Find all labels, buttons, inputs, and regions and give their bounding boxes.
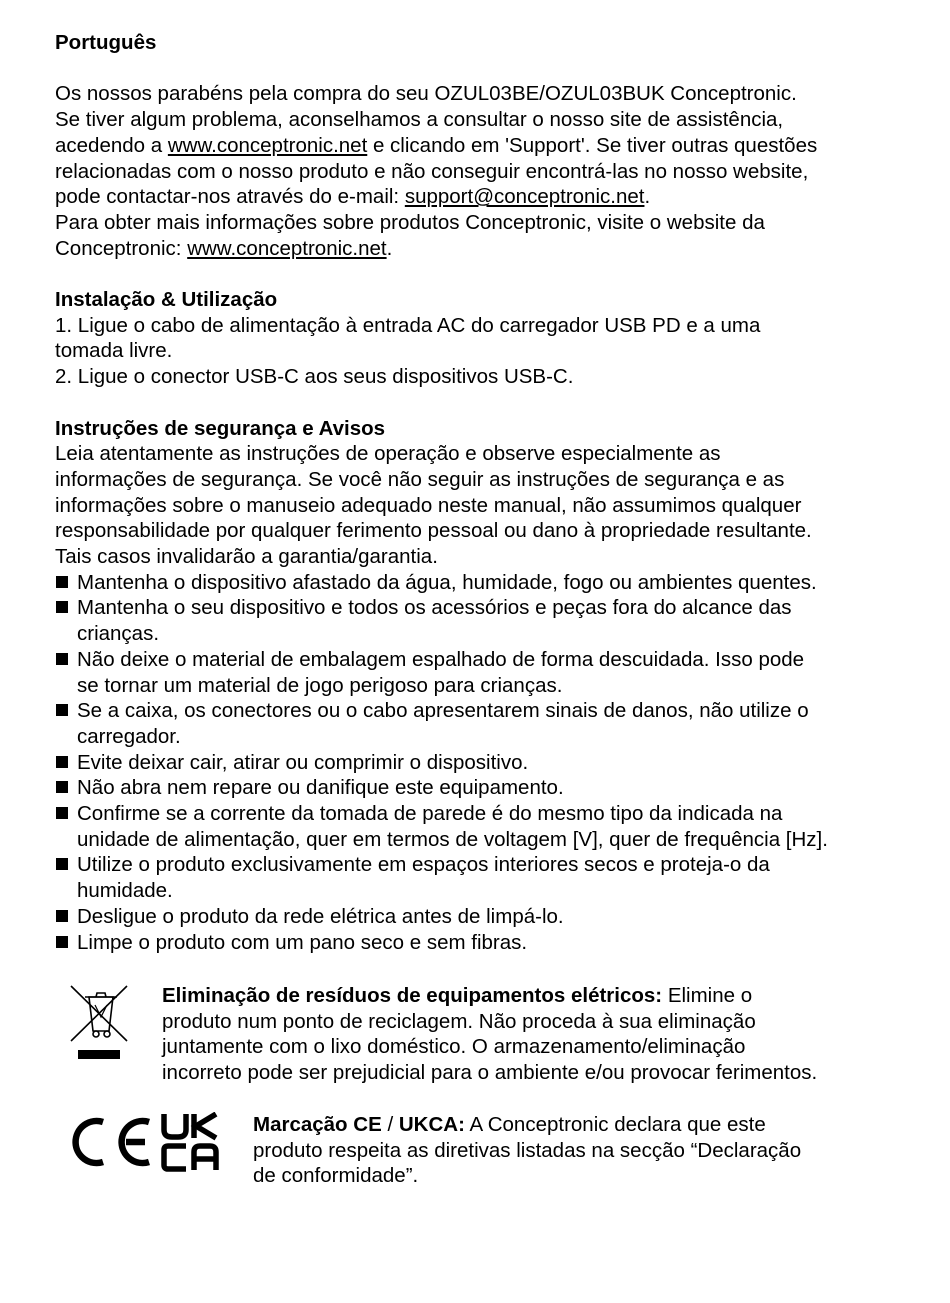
intro-line: relacionadas com o nosso produto e não conseguir encontrá-las no nosso website, <box>55 159 809 183</box>
bullet-square-icon <box>56 858 68 870</box>
safety-bullet <box>55 698 915 749</box>
intro-line: pode contactar-nos através do e-mail: support@conceptronic.net. <box>55 185 651 209</box>
install-section <box>55 287 915 390</box>
safety-bullet <box>55 930 915 956</box>
safety-bullet-line: Mantenha o seu dispositivo e todos os acessórios e peças fora do alcance das <box>77 596 792 620</box>
bullet-square-icon <box>56 910 68 922</box>
ce-title: Marcação CE <box>253 1113 382 1136</box>
install-step: tomada livre. <box>55 339 173 363</box>
intro-line: Conceptronic: www.conceptronic.net. <box>55 236 393 260</box>
safety-line: responsabilidade por qualquer ferimento pessoal ou dano à propriedade resultante. <box>55 519 812 543</box>
bullet-square-icon <box>56 807 68 819</box>
language-heading: Português <box>55 31 157 54</box>
document-page <box>55 30 915 1188</box>
disposal-text: Eliminação de resíduos de equipamentos elétricos: Elimine o produto num ponto de reciclagem. Não proceda à sua eliminação juntamente com o lixo doméstico. O armazenamento/eliminação incorreto pode ser prejudicial para o ambiente e/ou provocar ferimentos. <box>162 984 818 1085</box>
safety-heading: Instruções de segurança e Avisos <box>55 416 386 440</box>
safety-bullet-line: Evite deixar cair, atirar ou comprimir o dispositivo. <box>77 750 529 774</box>
safety-bullet-line: Desligue o produto da rede elétrica antes de limpá-lo. <box>77 904 564 928</box>
install-step: 1. Ligue o cabo de alimentação à entrada AC do carregador USB PD e a uma <box>55 313 761 337</box>
install-step: 2. Ligue o conector USB-C aos seus dispositivos USB-C. <box>55 365 574 389</box>
bullet-square-icon <box>56 781 68 793</box>
bullet-square-icon <box>56 576 68 588</box>
safety-bullet <box>55 647 915 698</box>
disposal-title: Eliminação de resíduos de equipamentos elétricos: <box>162 984 663 1007</box>
safety-line: informações sobre o manuseio adequado neste manual, não assumimos qualquer <box>55 493 802 517</box>
ce-section <box>55 1112 915 1222</box>
weee-crossed-bin-icon <box>69 983 129 1063</box>
disposal-section <box>55 983 915 1093</box>
safety-bullet-line: Não abra nem repare ou danifique este equipamento. <box>77 776 564 800</box>
support-email-link[interactable]: support@conceptronic.net <box>404 185 645 209</box>
safety-section <box>55 416 915 956</box>
ce-ukca-mark-icon <box>69 1112 239 1172</box>
safety-bullet <box>55 570 915 596</box>
safety-bullet-line: unidade de alimentação, quer em termos de voltagem [V], quer de frequência [Hz]. <box>77 827 828 851</box>
bullet-square-icon <box>56 601 68 613</box>
safety-bullet-line: Se a caixa, os conectores ou o cabo apresentarem sinais de danos, não utilize o <box>77 699 809 723</box>
safety-line: Tais casos invalidarão a garantia/garantia. <box>55 545 438 569</box>
safety-bullet-line: Não deixe o material de embalagem espalhado de forma descuidada. Isso pode <box>77 647 805 671</box>
safety-bullet <box>55 801 915 852</box>
website-link[interactable]: www.conceptronic.net <box>167 133 368 157</box>
ce-text: Marcação CE / UKCA: A Conceptronic declara que este produto respeita as diretivas listadas na secção “Declaração de conformidade”. <box>253 1113 802 1188</box>
safety-line: informações de segurança. Se você não seguir as instruções de segurança e as <box>55 467 785 491</box>
safety-bullet-line: Confirme se a corrente da tomada de parede é do mesmo tipo da indicada na <box>77 802 783 826</box>
intro-line: Para obter mais informações sobre produtos Conceptronic, visite o website da <box>55 210 765 234</box>
safety-bullet-line: se tornar um material de jogo perigoso para crianças. <box>77 673 563 697</box>
safety-bullet <box>55 595 915 646</box>
intro-line: acedendo a www.conceptronic.net e clicando em 'Support'. Se tiver outras questões <box>55 133 818 157</box>
safety-bullet-line: humidade. <box>77 879 173 903</box>
ukca-title: UKCA: <box>398 1113 465 1136</box>
intro-line: Se tiver algum problema, aconselhamos a consultar o nosso site de assistência, <box>55 108 784 132</box>
safety-bullet <box>55 904 915 930</box>
install-heading: Instalação & Utilização <box>55 288 278 311</box>
safety-line: Leia atentamente as instruções de operação e observe especialmente as <box>55 442 721 466</box>
bullet-square-icon <box>56 704 68 716</box>
safety-bullet-list <box>55 570 915 956</box>
safety-bullet-line: Mantenha o dispositivo afastado da água, humidade, fogo ou ambientes quentes. <box>77 570 817 594</box>
bullet-square-icon <box>56 936 68 948</box>
bullet-square-icon <box>56 756 68 768</box>
safety-bullet <box>55 852 915 903</box>
safety-bullet <box>55 750 915 776</box>
safety-bullet-line: Limpe o produto com um pano seco e sem fibras. <box>77 930 528 954</box>
safety-bullet-line: carregador. <box>77 724 181 748</box>
intro-paragraph <box>55 81 915 261</box>
bullet-square-icon <box>56 653 68 665</box>
safety-bullet-line: crianças. <box>77 622 160 646</box>
intro-line: Os nossos parabéns pela compra do seu OZUL03BE/OZUL03BUK Conceptronic. <box>55 82 797 106</box>
website-link[interactable]: www.conceptronic.net <box>187 236 387 260</box>
safety-bullet <box>55 775 915 801</box>
safety-bullet-line: Utilize o produto exclusivamente em espaços interiores secos e proteja-o da <box>77 853 770 877</box>
